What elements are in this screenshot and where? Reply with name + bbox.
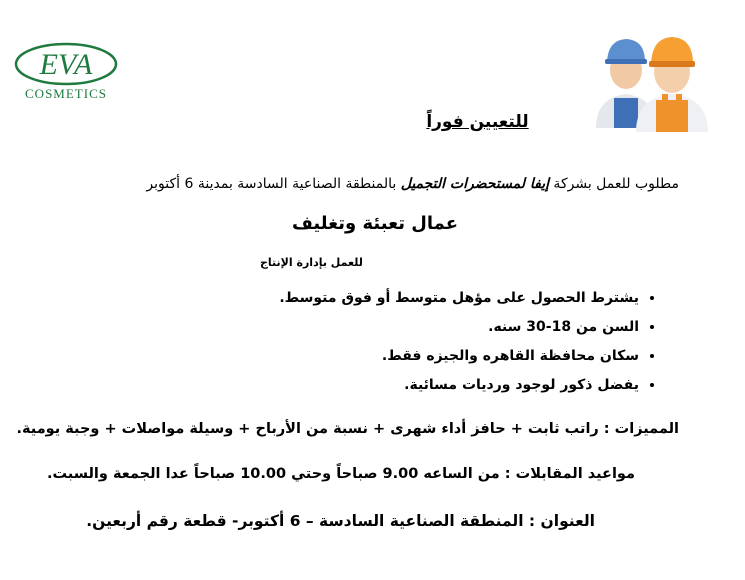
benefits-line: المميزات : راتب ثابت + حافز أداء شهرى + نسبة من الأرباح + وسيلة مواصلات + وجبة يومية. <box>16 421 679 437</box>
intro-before: مطلوب للعمل بشركة <box>548 176 679 192</box>
requirement-item: • سكان محافظة القاهره والجيزه فقط. <box>279 344 639 373</box>
job-title: عمال تعبئة وتغليف <box>291 213 459 234</box>
requirement-item: • يفضل ذكور لوجود ورديات مسائية. <box>279 373 639 402</box>
department-label: للعمل بإدارة الإنتاج <box>260 256 363 269</box>
interviews-line: مواعيد المقابلات : من الساعه 9.00 صباحاً وحتي 10.00 صباحاً عدا الجمعة والسبت. <box>46 466 635 482</box>
intro-after: بالمنطقة الصناعية السادسة بمدينة 6 أكتوبر <box>146 176 401 192</box>
requirements-list <box>279 286 661 402</box>
eva-cosmetics-logo <box>10 38 122 102</box>
company-name: إيفا لمستحضرات التجميل <box>400 176 549 192</box>
logo-brand: EVA <box>39 48 93 81</box>
page-title: للتعيين فوراً <box>426 112 529 132</box>
intro-line <box>146 176 679 192</box>
address-line: العنوان : المنطقة الصناعية السادسة – 6 أكتوبر- قطعة رقم أربعين. <box>86 512 595 530</box>
logo-sub: COSMETICS <box>25 86 107 101</box>
requirement-item: • يشترط الحصول على مؤهل متوسط أو فوق متوسط. <box>279 286 639 315</box>
requirement-item: • السن من 18-30 سنه. <box>279 315 639 344</box>
